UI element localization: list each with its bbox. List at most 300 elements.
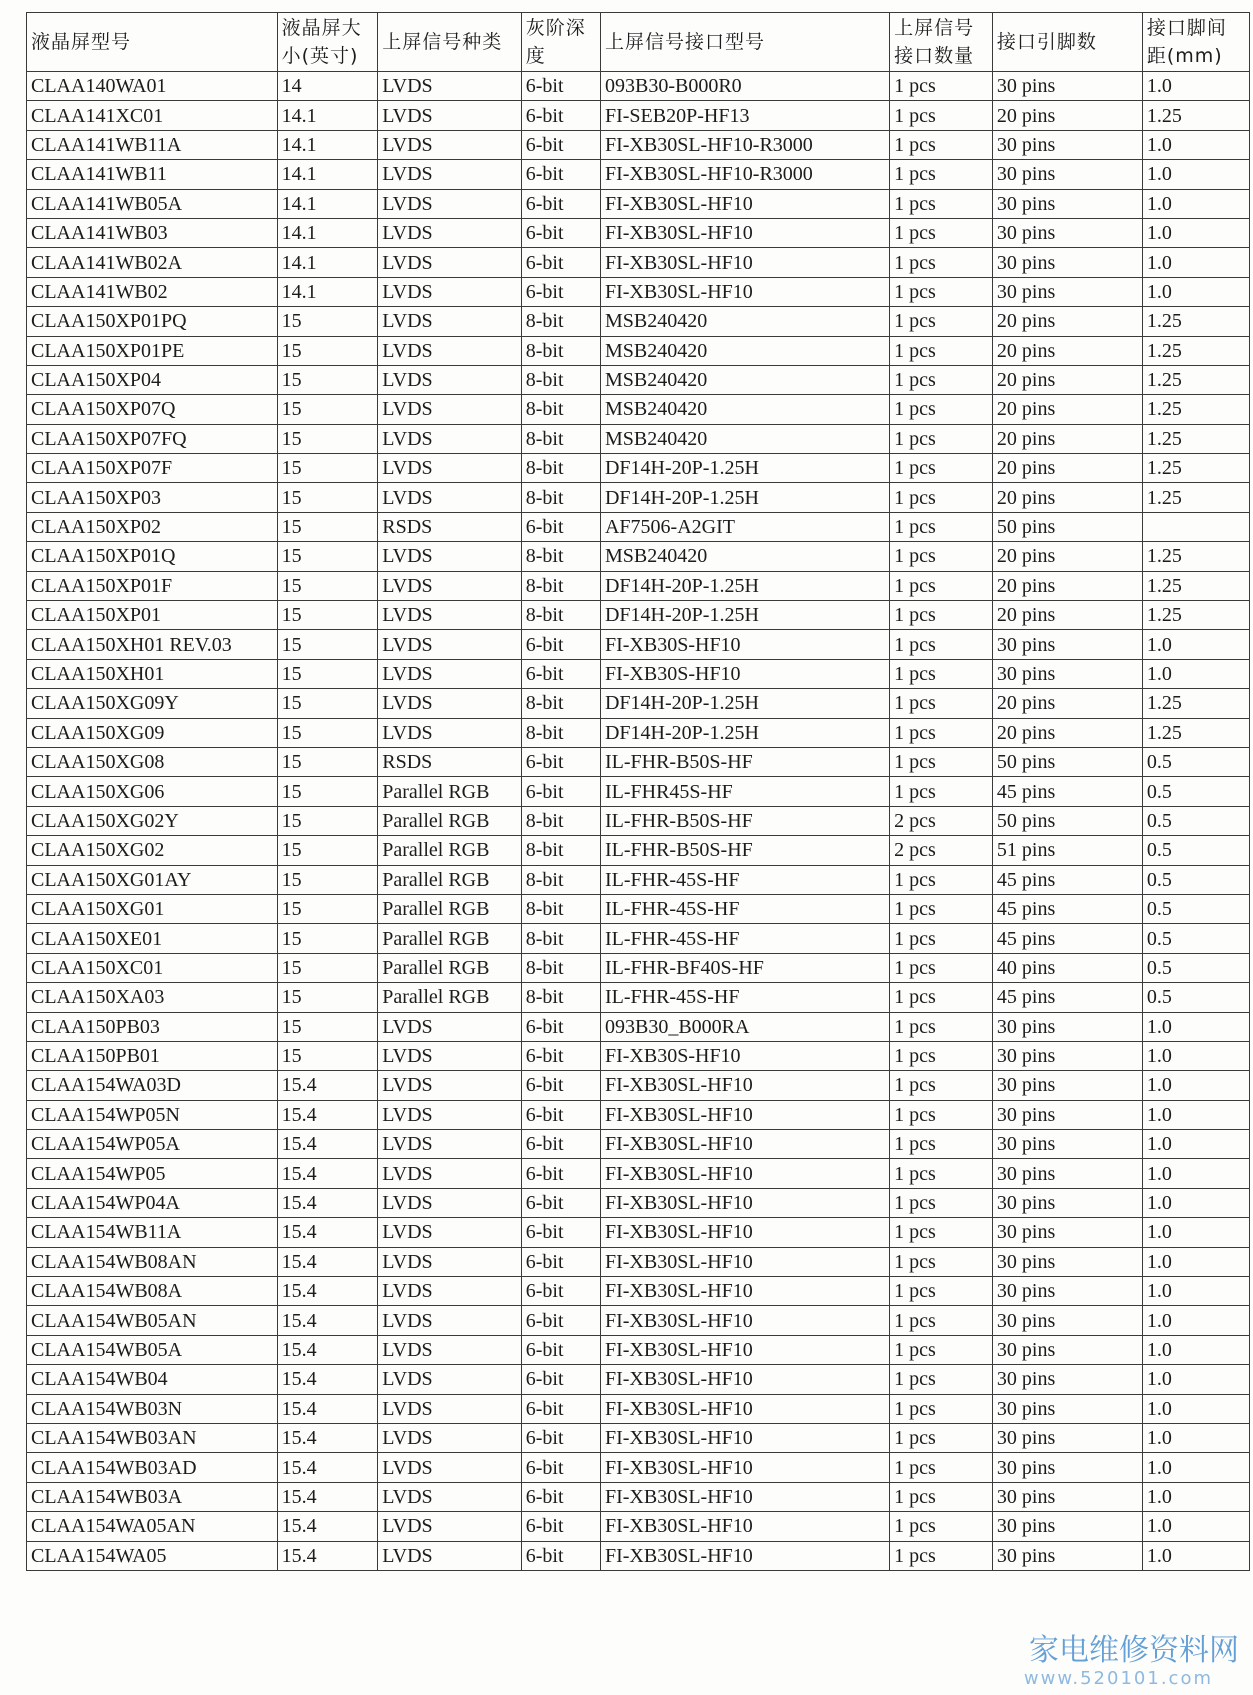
cell-gray-depth: 6-bit xyxy=(521,1041,600,1070)
cell-pin-pitch: 0.5 xyxy=(1142,865,1249,894)
cell-model: CLAA150XE01 xyxy=(27,924,278,953)
cell-signal-type: LVDS xyxy=(378,1218,522,1247)
cell-connector-count: 1 pcs xyxy=(890,130,993,159)
cell-connector-count: 1 pcs xyxy=(890,101,993,130)
header-connector-model: 上屏信号接口型号 xyxy=(600,13,889,72)
cell-gray-depth: 6-bit xyxy=(521,218,600,247)
table-row xyxy=(27,395,1250,424)
cell-connector-count: 1 pcs xyxy=(890,894,993,923)
cell-model: CLAA150XG01 xyxy=(27,894,278,923)
header-pin-count: 接口引脚数 xyxy=(992,13,1142,72)
header-signal-type: 上屏信号种类 xyxy=(378,13,522,72)
cell-gray-depth: 8-bit xyxy=(521,601,600,630)
cell-size: 15 xyxy=(277,336,378,365)
cell-pin-pitch: 1.25 xyxy=(1142,336,1249,365)
cell-pin-count: 30 pins xyxy=(992,1335,1142,1364)
cell-model: CLAA154WA05AN xyxy=(27,1512,278,1541)
table-row xyxy=(27,777,1250,806)
cell-signal-type: LVDS xyxy=(378,1453,522,1482)
cell-size: 15.4 xyxy=(277,1159,378,1188)
cell-pin-pitch: 0.5 xyxy=(1142,894,1249,923)
cell-pin-count: 20 pins xyxy=(992,601,1142,630)
cell-gray-depth: 6-bit xyxy=(521,72,600,101)
watermark-logo: 家电维修资料网 xyxy=(1029,1633,1239,1668)
cell-connector-model: AF7506-A2GIT xyxy=(600,512,889,541)
cell-gray-depth: 6-bit xyxy=(521,1100,600,1129)
cell-size: 15.4 xyxy=(277,1394,378,1423)
cell-pin-pitch: 1.0 xyxy=(1142,1541,1249,1570)
cell-pin-pitch: 1.0 xyxy=(1142,1100,1249,1129)
cell-connector-model: DF14H-20P-1.25H xyxy=(600,454,889,483)
cell-model: CLAA150XG01AY xyxy=(27,865,278,894)
table-row xyxy=(27,1423,1250,1452)
cell-model: CLAA150PB03 xyxy=(27,1012,278,1041)
cell-connector-count: 2 pcs xyxy=(890,806,993,835)
cell-signal-type: LVDS xyxy=(378,424,522,453)
cell-size: 14.1 xyxy=(277,277,378,306)
cell-size: 15.4 xyxy=(277,1247,378,1276)
cell-pin-count: 20 pins xyxy=(992,542,1142,571)
cell-connector-count: 1 pcs xyxy=(890,72,993,101)
cell-connector-count: 1 pcs xyxy=(890,336,993,365)
cell-signal-type: LVDS xyxy=(378,718,522,747)
cell-gray-depth: 6-bit xyxy=(521,277,600,306)
table-row xyxy=(27,1541,1250,1570)
cell-connector-count: 1 pcs xyxy=(890,1012,993,1041)
cell-model: CLAA150XP07FQ xyxy=(27,424,278,453)
cell-pin-count: 30 pins xyxy=(992,248,1142,277)
cell-model: CLAA150XP01F xyxy=(27,571,278,600)
cell-gray-depth: 6-bit xyxy=(521,160,600,189)
cell-connector-count: 1 pcs xyxy=(890,1130,993,1159)
cell-connector-model: FI-XB30SL-HF10 xyxy=(600,1277,889,1306)
table-row xyxy=(27,1482,1250,1511)
cell-pin-count: 30 pins xyxy=(992,1306,1142,1335)
cell-pin-pitch: 1.0 xyxy=(1142,72,1249,101)
cell-pin-count: 30 pins xyxy=(992,277,1142,306)
cell-pin-pitch: 1.0 xyxy=(1142,1277,1249,1306)
cell-connector-model: FI-SEB20P-HF13 xyxy=(600,101,889,130)
cell-connector-model: FI-XB30SL-HF10 xyxy=(600,1247,889,1276)
cell-signal-type: LVDS xyxy=(378,542,522,571)
cell-gray-depth: 8-bit xyxy=(521,336,600,365)
cell-pin-count: 30 pins xyxy=(992,1130,1142,1159)
cell-gray-depth: 8-bit xyxy=(521,983,600,1012)
cell-pin-pitch: 1.0 xyxy=(1142,160,1249,189)
cell-connector-count: 1 pcs xyxy=(890,512,993,541)
cell-gray-depth: 8-bit xyxy=(521,395,600,424)
cell-pin-count: 30 pins xyxy=(992,630,1142,659)
cell-pin-pitch: 1.25 xyxy=(1142,365,1249,394)
cell-size: 15 xyxy=(277,983,378,1012)
cell-gray-depth: 6-bit xyxy=(521,659,600,688)
cell-connector-model: DF14H-20P-1.25H xyxy=(600,571,889,600)
cell-model: CLAA150PB01 xyxy=(27,1041,278,1070)
cell-size: 14.1 xyxy=(277,101,378,130)
cell-model: CLAA150XP01PQ xyxy=(27,307,278,336)
cell-connector-model: FI-XB30S-HF10 xyxy=(600,659,889,688)
table-row xyxy=(27,1159,1250,1188)
cell-pin-count: 45 pins xyxy=(992,983,1142,1012)
table-row xyxy=(27,983,1250,1012)
cell-pin-count: 30 pins xyxy=(992,1012,1142,1041)
cell-signal-type: LVDS xyxy=(378,571,522,600)
cell-connector-count: 1 pcs xyxy=(890,865,993,894)
cell-connector-model: IL-FHR-45S-HF xyxy=(600,983,889,1012)
table-row xyxy=(27,1100,1250,1129)
cell-signal-type: LVDS xyxy=(378,1512,522,1541)
table-row xyxy=(27,689,1250,718)
cell-gray-depth: 6-bit xyxy=(521,1335,600,1364)
cell-signal-type: LVDS xyxy=(378,189,522,218)
cell-model: CLAA141WB02 xyxy=(27,277,278,306)
cell-pin-pitch: 1.0 xyxy=(1142,1423,1249,1452)
cell-size: 15 xyxy=(277,601,378,630)
cell-pin-pitch: 1.25 xyxy=(1142,454,1249,483)
cell-pin-count: 30 pins xyxy=(992,72,1142,101)
cell-signal-type: LVDS xyxy=(378,601,522,630)
cell-connector-model: FI-XB30SL-HF10 xyxy=(600,1159,889,1188)
cell-signal-type: Parallel RGB xyxy=(378,894,522,923)
cell-signal-type: RSDS xyxy=(378,747,522,776)
cell-size: 15 xyxy=(277,454,378,483)
cell-signal-type: LVDS xyxy=(378,130,522,159)
cell-pin-pitch: 0.5 xyxy=(1142,836,1249,865)
cell-size: 15 xyxy=(277,659,378,688)
cell-signal-type: LVDS xyxy=(378,1541,522,1570)
cell-connector-count: 1 pcs xyxy=(890,483,993,512)
cell-connector-model: MSB240420 xyxy=(600,424,889,453)
cell-pin-pitch: 1.0 xyxy=(1142,1159,1249,1188)
cell-connector-model: IL-FHR-B50S-HF xyxy=(600,836,889,865)
cell-pin-pitch: 1.0 xyxy=(1142,189,1249,218)
cell-size: 15.4 xyxy=(277,1130,378,1159)
cell-connector-model: FI-XB30SL-HF10 xyxy=(600,1482,889,1511)
cell-pin-pitch: 1.25 xyxy=(1142,542,1249,571)
cell-gray-depth: 6-bit xyxy=(521,1277,600,1306)
watermark-url: www.520101.com xyxy=(1023,1668,1213,1689)
table-row xyxy=(27,865,1250,894)
cell-gray-depth: 8-bit xyxy=(521,689,600,718)
cell-size: 15.4 xyxy=(277,1071,378,1100)
header-size: 液晶屏大小(英寸) xyxy=(277,13,378,72)
cell-connector-count: 2 pcs xyxy=(890,836,993,865)
cell-connector-count: 1 pcs xyxy=(890,1188,993,1217)
cell-connector-model: IL-FHR-B50S-HF xyxy=(600,806,889,835)
cell-signal-type: LVDS xyxy=(378,1012,522,1041)
cell-signal-type: Parallel RGB xyxy=(378,865,522,894)
table-row xyxy=(27,72,1250,101)
cell-model: CLAA154WA03D xyxy=(27,1071,278,1100)
cell-gray-depth: 8-bit xyxy=(521,542,600,571)
cell-connector-model: IL-FHR-45S-HF xyxy=(600,924,889,953)
cell-connector-model: 093B30_B000RA xyxy=(600,1012,889,1041)
table-row xyxy=(27,953,1250,982)
cell-size: 15.4 xyxy=(277,1541,378,1570)
cell-gray-depth: 6-bit xyxy=(521,1188,600,1217)
table-row xyxy=(27,101,1250,130)
cell-model: CLAA141XC01 xyxy=(27,101,278,130)
cell-pin-pitch: 0.5 xyxy=(1142,806,1249,835)
cell-gray-depth: 6-bit xyxy=(521,1071,600,1100)
cell-model: CLAA154WA05 xyxy=(27,1541,278,1570)
header-pin-pitch: 接口脚间距(mm) xyxy=(1142,13,1249,72)
cell-signal-type: Parallel RGB xyxy=(378,924,522,953)
cell-gray-depth: 6-bit xyxy=(521,1218,600,1247)
cell-pin-count: 30 pins xyxy=(992,659,1142,688)
cell-model: CLAA154WB05A xyxy=(27,1335,278,1364)
cell-connector-model: FI-XB30S-HF10 xyxy=(600,1041,889,1070)
cell-connector-model: FI-XB30SL-HF10 xyxy=(600,1512,889,1541)
cell-pin-pitch: 1.0 xyxy=(1142,1335,1249,1364)
cell-pin-pitch: 1.25 xyxy=(1142,424,1249,453)
table-row xyxy=(27,189,1250,218)
table-header-row xyxy=(27,13,1250,72)
cell-size: 15.4 xyxy=(277,1365,378,1394)
cell-connector-model: FI-XB30SL-HF10 xyxy=(600,1335,889,1364)
cell-signal-type: LVDS xyxy=(378,1335,522,1364)
cell-pin-count: 30 pins xyxy=(992,160,1142,189)
cell-connector-model: FI-XB30SL-HF10 xyxy=(600,1423,889,1452)
cell-connector-model: MSB240420 xyxy=(600,336,889,365)
cell-signal-type: LVDS xyxy=(378,1100,522,1129)
cell-signal-type: LVDS xyxy=(378,1159,522,1188)
cell-pin-pitch: 1.25 xyxy=(1142,395,1249,424)
cell-connector-model: IL-FHR-BF40S-HF xyxy=(600,953,889,982)
cell-size: 15.4 xyxy=(277,1335,378,1364)
cell-connector-count: 1 pcs xyxy=(890,1247,993,1276)
cell-model: CLAA150XG02Y xyxy=(27,806,278,835)
cell-signal-type: LVDS xyxy=(378,365,522,394)
cell-pin-pitch: 1.25 xyxy=(1142,101,1249,130)
cell-connector-count: 1 pcs xyxy=(890,454,993,483)
cell-signal-type: LVDS xyxy=(378,395,522,424)
cell-pin-count: 30 pins xyxy=(992,1453,1142,1482)
cell-connector-model: DF14H-20P-1.25H xyxy=(600,718,889,747)
cell-signal-type: LVDS xyxy=(378,1277,522,1306)
cell-pin-pitch: 1.0 xyxy=(1142,1482,1249,1511)
cell-pin-count: 51 pins xyxy=(992,836,1142,865)
cell-gray-depth: 6-bit xyxy=(521,1365,600,1394)
cell-size: 14.1 xyxy=(277,160,378,189)
cell-model: CLAA154WB03AN xyxy=(27,1423,278,1452)
cell-pin-pitch: 1.0 xyxy=(1142,659,1249,688)
cell-pin-count: 20 pins xyxy=(992,424,1142,453)
cell-connector-count: 1 pcs xyxy=(890,718,993,747)
cell-connector-model: FI-XB30SL-HF10 xyxy=(600,1218,889,1247)
cell-gray-depth: 6-bit xyxy=(521,1512,600,1541)
table-row xyxy=(27,160,1250,189)
table-row xyxy=(27,1306,1250,1335)
table-row xyxy=(27,248,1250,277)
cell-connector-count: 1 pcs xyxy=(890,1041,993,1070)
cell-connector-model: FI-XB30SL-HF10 xyxy=(600,248,889,277)
cell-pin-pitch: 1.0 xyxy=(1142,248,1249,277)
cell-pin-count: 20 pins xyxy=(992,365,1142,394)
cell-model: CLAA154WB08A xyxy=(27,1277,278,1306)
cell-connector-count: 1 pcs xyxy=(890,1218,993,1247)
cell-gray-depth: 8-bit xyxy=(521,836,600,865)
cell-gray-depth: 6-bit xyxy=(521,1306,600,1335)
table-row xyxy=(27,1335,1250,1364)
cell-signal-type: LVDS xyxy=(378,72,522,101)
cell-size: 15.4 xyxy=(277,1277,378,1306)
cell-connector-count: 1 pcs xyxy=(890,1277,993,1306)
cell-connector-count: 1 pcs xyxy=(890,248,993,277)
cell-gray-depth: 6-bit xyxy=(521,1482,600,1511)
cell-gray-depth: 6-bit xyxy=(521,1394,600,1423)
cell-pin-pitch: 1.25 xyxy=(1142,601,1249,630)
cell-pin-pitch: 1.0 xyxy=(1142,1453,1249,1482)
cell-pin-count: 30 pins xyxy=(992,1423,1142,1452)
cell-model: CLAA154WP05N xyxy=(27,1100,278,1129)
cell-pin-count: 30 pins xyxy=(992,1188,1142,1217)
cell-pin-pitch: 0.5 xyxy=(1142,983,1249,1012)
cell-gray-depth: 6-bit xyxy=(521,1012,600,1041)
cell-connector-count: 1 pcs xyxy=(890,1394,993,1423)
cell-pin-count: 45 pins xyxy=(992,894,1142,923)
cell-model: CLAA150XA03 xyxy=(27,983,278,1012)
cell-pin-count: 30 pins xyxy=(992,218,1142,247)
cell-signal-type: LVDS xyxy=(378,659,522,688)
cell-size: 15.4 xyxy=(277,1188,378,1217)
cell-connector-count: 1 pcs xyxy=(890,630,993,659)
cell-gray-depth: 6-bit xyxy=(521,189,600,218)
cell-pin-count: 30 pins xyxy=(992,1247,1142,1276)
cell-connector-count: 1 pcs xyxy=(890,277,993,306)
table-row xyxy=(27,1453,1250,1482)
lcd-spec-table xyxy=(26,12,1250,1571)
cell-model: CLAA150XG09Y xyxy=(27,689,278,718)
cell-connector-count: 1 pcs xyxy=(890,395,993,424)
table-row xyxy=(27,1365,1250,1394)
cell-pin-count: 30 pins xyxy=(992,130,1142,159)
cell-connector-count: 1 pcs xyxy=(890,1482,993,1511)
cell-pin-count: 30 pins xyxy=(992,1100,1142,1129)
cell-connector-model: MSB240420 xyxy=(600,395,889,424)
cell-model: CLAA150XC01 xyxy=(27,953,278,982)
table-row xyxy=(27,130,1250,159)
cell-connector-count: 1 pcs xyxy=(890,189,993,218)
cell-model: CLAA141WB11 xyxy=(27,160,278,189)
table-row xyxy=(27,659,1250,688)
table-row xyxy=(27,277,1250,306)
cell-connector-model: FI-XB30SL-HF10 xyxy=(600,1071,889,1100)
cell-model: CLAA141WB05A xyxy=(27,189,278,218)
cell-connector-count: 1 pcs xyxy=(890,542,993,571)
table-row xyxy=(27,747,1250,776)
cell-pin-count: 20 pins xyxy=(992,101,1142,130)
cell-connector-count: 1 pcs xyxy=(890,424,993,453)
cell-pin-pitch: 1.0 xyxy=(1142,1218,1249,1247)
cell-model: CLAA154WB04 xyxy=(27,1365,278,1394)
cell-size: 15.4 xyxy=(277,1100,378,1129)
cell-connector-count: 1 pcs xyxy=(890,1100,993,1129)
cell-pin-pitch: 1.0 xyxy=(1142,1247,1249,1276)
cell-model: CLAA150XP02 xyxy=(27,512,278,541)
cell-model: CLAA141WB02A xyxy=(27,248,278,277)
cell-connector-model: IL-FHR-45S-HF xyxy=(600,894,889,923)
cell-model: CLAA150XH01 xyxy=(27,659,278,688)
cell-size: 15 xyxy=(277,718,378,747)
cell-signal-type: LVDS xyxy=(378,1071,522,1100)
cell-pin-count: 30 pins xyxy=(992,1071,1142,1100)
cell-pin-count: 20 pins xyxy=(992,307,1142,336)
cell-size: 15 xyxy=(277,953,378,982)
cell-connector-model: IL-FHR-45S-HF xyxy=(600,865,889,894)
cell-gray-depth: 8-bit xyxy=(521,365,600,394)
cell-signal-type: Parallel RGB xyxy=(378,806,522,835)
cell-model: CLAA150XP01 xyxy=(27,601,278,630)
cell-gray-depth: 6-bit xyxy=(521,101,600,130)
cell-gray-depth: 6-bit xyxy=(521,248,600,277)
cell-pin-count: 30 pins xyxy=(992,1394,1142,1423)
cell-signal-type: LVDS xyxy=(378,630,522,659)
cell-connector-count: 1 pcs xyxy=(890,1512,993,1541)
cell-model: CLAA150XG02 xyxy=(27,836,278,865)
cell-gray-depth: 8-bit xyxy=(521,718,600,747)
cell-size: 15.4 xyxy=(277,1512,378,1541)
cell-pin-count: 30 pins xyxy=(992,1365,1142,1394)
cell-size: 14.1 xyxy=(277,218,378,247)
cell-signal-type: LVDS xyxy=(378,1247,522,1276)
table-row xyxy=(27,1394,1250,1423)
table-row xyxy=(27,924,1250,953)
cell-size: 15 xyxy=(277,483,378,512)
cell-connector-count: 1 pcs xyxy=(890,218,993,247)
table-row xyxy=(27,718,1250,747)
table-row xyxy=(27,1188,1250,1217)
cell-size: 14 xyxy=(277,72,378,101)
cell-connector-count: 1 pcs xyxy=(890,689,993,718)
cell-signal-type: Parallel RGB xyxy=(378,836,522,865)
cell-size: 15 xyxy=(277,924,378,953)
cell-size: 14.1 xyxy=(277,189,378,218)
cell-connector-model: MSB240420 xyxy=(600,307,889,336)
cell-model: CLAA154WB03A xyxy=(27,1482,278,1511)
cell-connector-count: 1 pcs xyxy=(890,777,993,806)
cell-gray-depth: 8-bit xyxy=(521,424,600,453)
table-row xyxy=(27,1277,1250,1306)
cell-size: 15 xyxy=(277,836,378,865)
table-row xyxy=(27,1041,1250,1070)
cell-connector-model: FI-XB30SL-HF10 xyxy=(600,1394,889,1423)
cell-signal-type: LVDS xyxy=(378,1130,522,1159)
cell-gray-depth: 8-bit xyxy=(521,894,600,923)
table-row xyxy=(27,1247,1250,1276)
cell-pin-pitch: 1.0 xyxy=(1142,1365,1249,1394)
cell-signal-type: RSDS xyxy=(378,512,522,541)
cell-gray-depth: 8-bit xyxy=(521,865,600,894)
cell-pin-count: 30 pins xyxy=(992,1482,1142,1511)
cell-pin-count: 45 pins xyxy=(992,865,1142,894)
cell-model: CLAA154WB05AN xyxy=(27,1306,278,1335)
table-row xyxy=(27,424,1250,453)
table-row xyxy=(27,1071,1250,1100)
cell-pin-count: 20 pins xyxy=(992,483,1142,512)
cell-connector-count: 1 pcs xyxy=(890,1306,993,1335)
cell-gray-depth: 6-bit xyxy=(521,630,600,659)
cell-connector-count: 1 pcs xyxy=(890,1365,993,1394)
cell-pin-pitch: 1.0 xyxy=(1142,1012,1249,1041)
cell-model: CLAA150XH01 REV.03 xyxy=(27,630,278,659)
table-row xyxy=(27,483,1250,512)
cell-signal-type: LVDS xyxy=(378,160,522,189)
cell-pin-count: 50 pins xyxy=(992,747,1142,776)
cell-size: 15 xyxy=(277,747,378,776)
cell-pin-count: 50 pins xyxy=(992,806,1142,835)
cell-connector-count: 1 pcs xyxy=(890,983,993,1012)
